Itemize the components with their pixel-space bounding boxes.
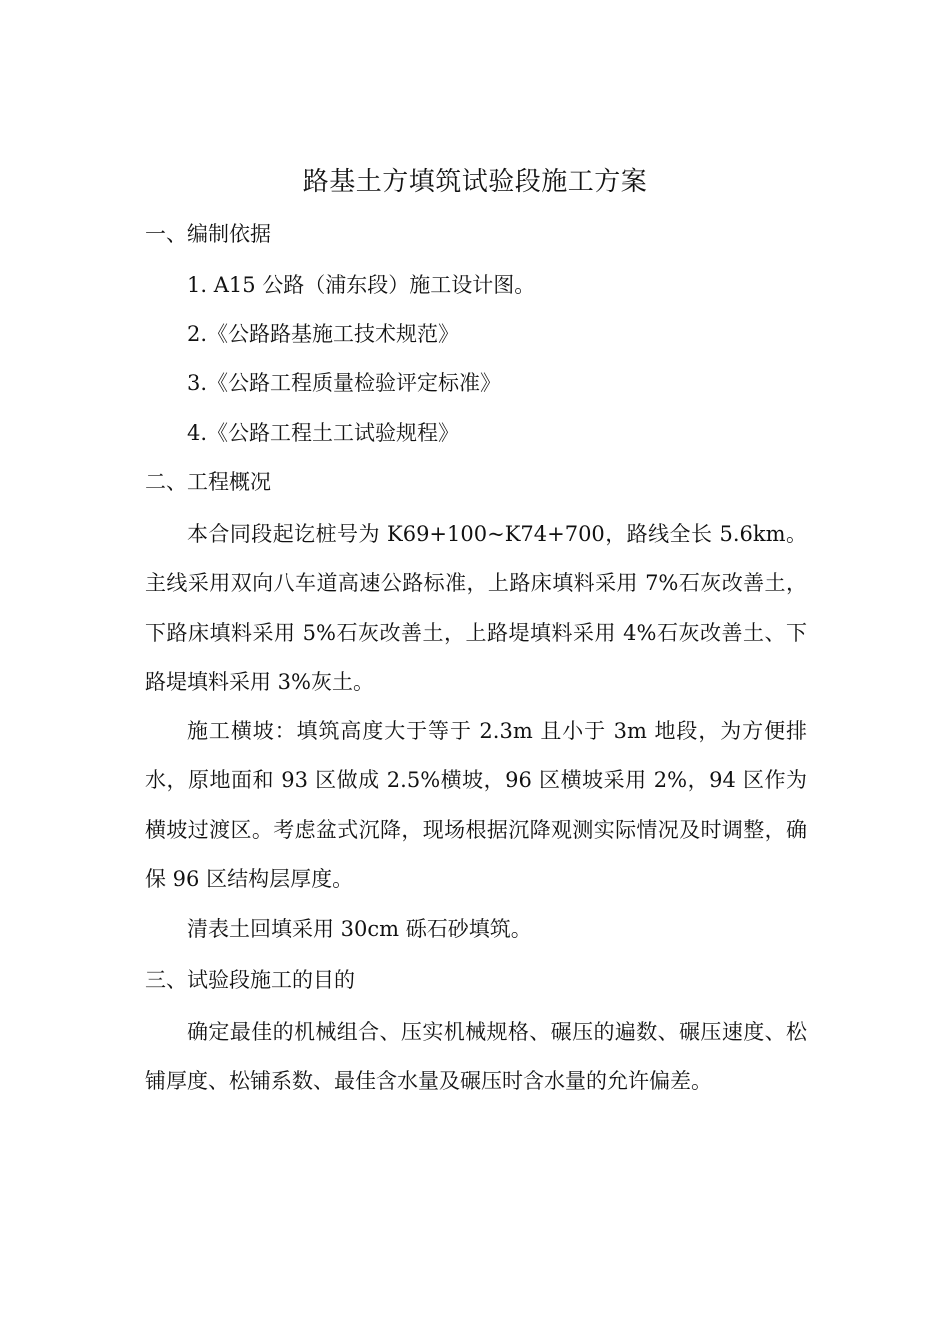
basis-item-3: 3.《公路工程质量检验评定标准》	[187, 371, 502, 395]
section-heading-overview: 二、工程概况	[145, 470, 271, 494]
purpose-paragraph: 确定最佳的机械组合、压实机械规格、碾压的遍数、碾压速度、松铺厚度、松铺系数、最佳含水量及碾压时含水量的允许偏差。	[145, 1020, 807, 1094]
section-heading-basis: 一、编制依据	[145, 222, 271, 246]
overview-paragraph-1: 本合同段起讫桩号为 K69+100~K74+700，路线全长 5.6km。主线采用双向八车道高速公路标准，上路床填料采用 7%石灰改善土，下路床填料采用 5%石灰改善土，上路堤填料采用 4%石灰改善土、下路堤填料采用 3%灰土。	[145, 522, 807, 694]
overview-paragraph-3: 清表土回填采用 30cm 砾石砂填筑。	[187, 917, 532, 941]
overview-paragraph-2: 施工横坡：填筑高度大于等于 2.3m 且小于 3m 地段，为方便排水，原地面和 93 区做成 2.5%横坡，96 区横坡采用 2%，94 区作为横坡过渡区。考虑盆式沉降，现场根据沉降观测实际情况及时调整，确保 96 区结构层厚度。	[145, 719, 807, 891]
basis-item-1: 1. A15 公路（浦东段）施工设计图。	[187, 273, 536, 297]
document-title: 路基土方填筑试验段施工方案	[302, 167, 648, 197]
basis-item-4: 4.《公路工程土工试验规程》	[187, 421, 460, 445]
basis-item-2: 2.《公路路基施工技术规范》	[187, 322, 460, 346]
section-heading-purpose: 三、试验段施工的目的	[145, 968, 355, 992]
